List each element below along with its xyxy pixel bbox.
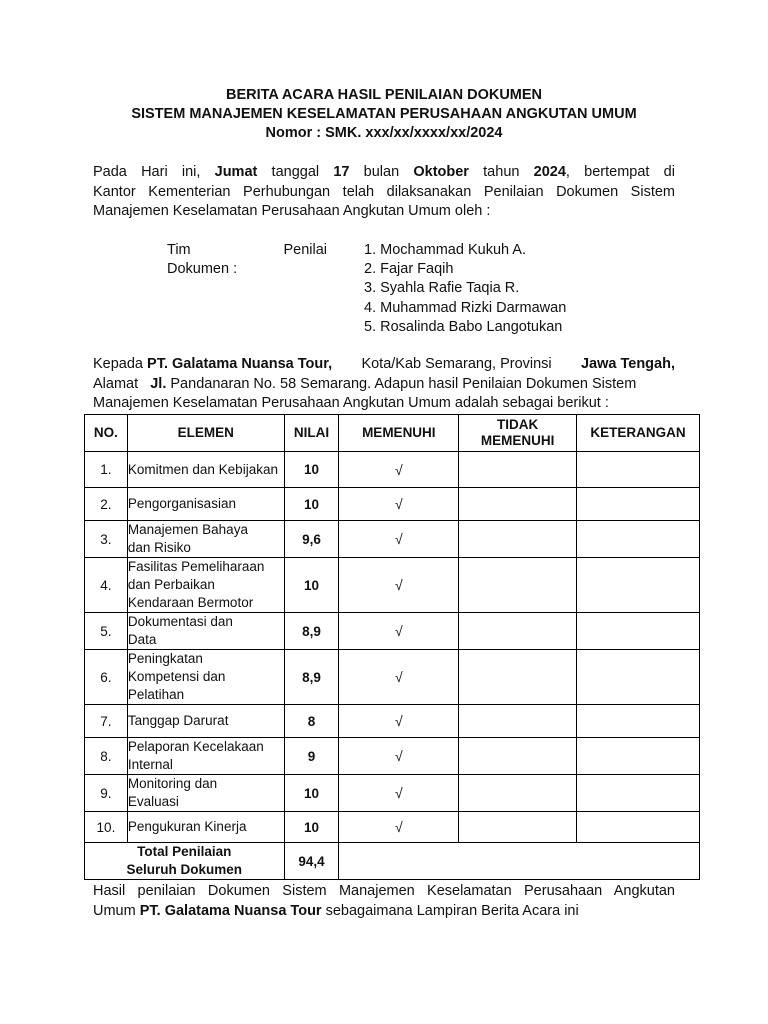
total-label: Total Penilaian Seluruh Dokumen	[85, 843, 285, 880]
team-member: 4. Muhammad Rizki Darmawan	[364, 299, 567, 316]
team-member: 2. Fajar Faqih	[364, 261, 454, 278]
check-mark: √	[339, 738, 459, 775]
closing-paragraph	[93, 882, 675, 921]
check-mark: √	[339, 613, 459, 650]
title-line-2: SISTEM MANAJEMEN KESELAMATAN PERUSAHAAN ANGKUTAN UMUM	[131, 106, 637, 122]
check-mark: √	[339, 705, 459, 738]
team-member: 5. Rosalinda Babo Langotukan	[364, 318, 563, 335]
intro-line-2: Kantor Kementerian Perhubungan telah dilaksanakan Penilaian Dokumen Sistem	[93, 183, 675, 200]
province: Jawa Tengah,	[580, 356, 675, 372]
title-line-1: BERITA ACARA HASIL PENILAIAN DOKUMEN	[225, 87, 543, 103]
table-row: 3. Manajemen Bahaya dan Risiko 9,6 √	[85, 521, 700, 558]
month: Oktober	[413, 164, 469, 180]
team-label: Tim Penilai Dokumen :	[167, 242, 327, 277]
total-value: 94,4	[284, 843, 339, 880]
check-mark: √	[339, 650, 459, 705]
document-title	[0, 86, 768, 143]
team-members	[364, 241, 566, 337]
assessment-table	[84, 414, 700, 880]
check-mark: √	[339, 521, 459, 558]
year: 2024	[533, 164, 566, 180]
recipient-line-3: Manajemen Keselamatan Perusahaan Angkutan Umum adalah sebagai berikut :	[93, 395, 609, 411]
company-name: PT. Galatama Nuansa Tour,	[147, 356, 333, 372]
closing-line-2: Umum PT. Galatama Nuansa Tour sebagaimana Lampiran Berita Acara ini	[93, 902, 579, 919]
table-total-row	[85, 843, 700, 880]
header-memenuhi: MEMENUHI	[339, 415, 459, 452]
header-keterangan: KETERANGAN	[577, 415, 700, 452]
check-mark: √	[339, 452, 459, 488]
intro-line-1: Pada Hari ini, Jumat tanggal 17 bulan Oktober tahun 2024, bertempat di	[93, 163, 675, 183]
intro-paragraph	[93, 163, 675, 222]
team-member: 3. Syahla Rafie Taqia R.	[364, 280, 520, 297]
check-mark: √	[339, 558, 459, 613]
check-mark: √	[339, 812, 459, 843]
table-row: 4. Fasilitas Pemeliharaan dan Perbaikan Kendaraan Bermotor 10 √	[85, 558, 700, 613]
closing-line-1: Hasil penilaian Dokumen Sistem Manajemen Keselamatan Perusahaan Angkutan	[93, 883, 675, 899]
table-row: 8. Pelaporan Kecelakaan Internal 9 √	[85, 738, 700, 775]
check-mark: √	[339, 488, 459, 521]
table-row: 1. Komitmen dan Kebijakan 10 √	[85, 452, 700, 488]
table-row: 6. Peningkatan Kompetensi dan Pelatihan 8,9 √	[85, 650, 700, 705]
recipient-line-2: Alamat Jl. Pandanaran No. 58 Semarang. Adapun hasil Penilaian Dokumen Sistem	[93, 375, 637, 392]
team-member: 1. Mochammad Kukuh A.	[364, 242, 526, 258]
table-row: 7. Tanggap Darurat 8 √	[85, 705, 700, 738]
table-header-row	[85, 415, 700, 452]
recipient-paragraph	[93, 355, 675, 414]
document-number: Nomor : SMK. xxx/xx/xxxx/xx/2024	[265, 125, 503, 141]
closing-company: PT. Galatama Nuansa Tour	[139, 902, 322, 919]
check-mark: √	[339, 775, 459, 812]
header-tidak-memenuhi: TIDAK MEMENUHI	[459, 415, 577, 452]
header-no: NO.	[85, 415, 128, 452]
table-row: 2. Pengorganisasian 10 √	[85, 488, 700, 521]
table-row: 5. Dokumentasi dan Data 8,9 √	[85, 613, 700, 650]
day: Jumat	[214, 164, 258, 180]
table-row: 9. Monitoring dan Evaluasi 10 √	[85, 775, 700, 812]
header-elemen: ELEMEN	[127, 415, 284, 452]
header-nilai: NILAI	[284, 415, 339, 452]
table-row: 10. Pengukuran Kinerja 10 √	[85, 812, 700, 843]
date: 17	[333, 164, 350, 180]
intro-line-3: Manajemen Keselamatan Perusahaan Angkutan Umum oleh :	[93, 203, 491, 219]
recipient-line-1: Kepada PT. Galatama Nuansa Tour, Kota/Kab Semarang, Provinsi Jawa Tengah,	[93, 355, 675, 375]
